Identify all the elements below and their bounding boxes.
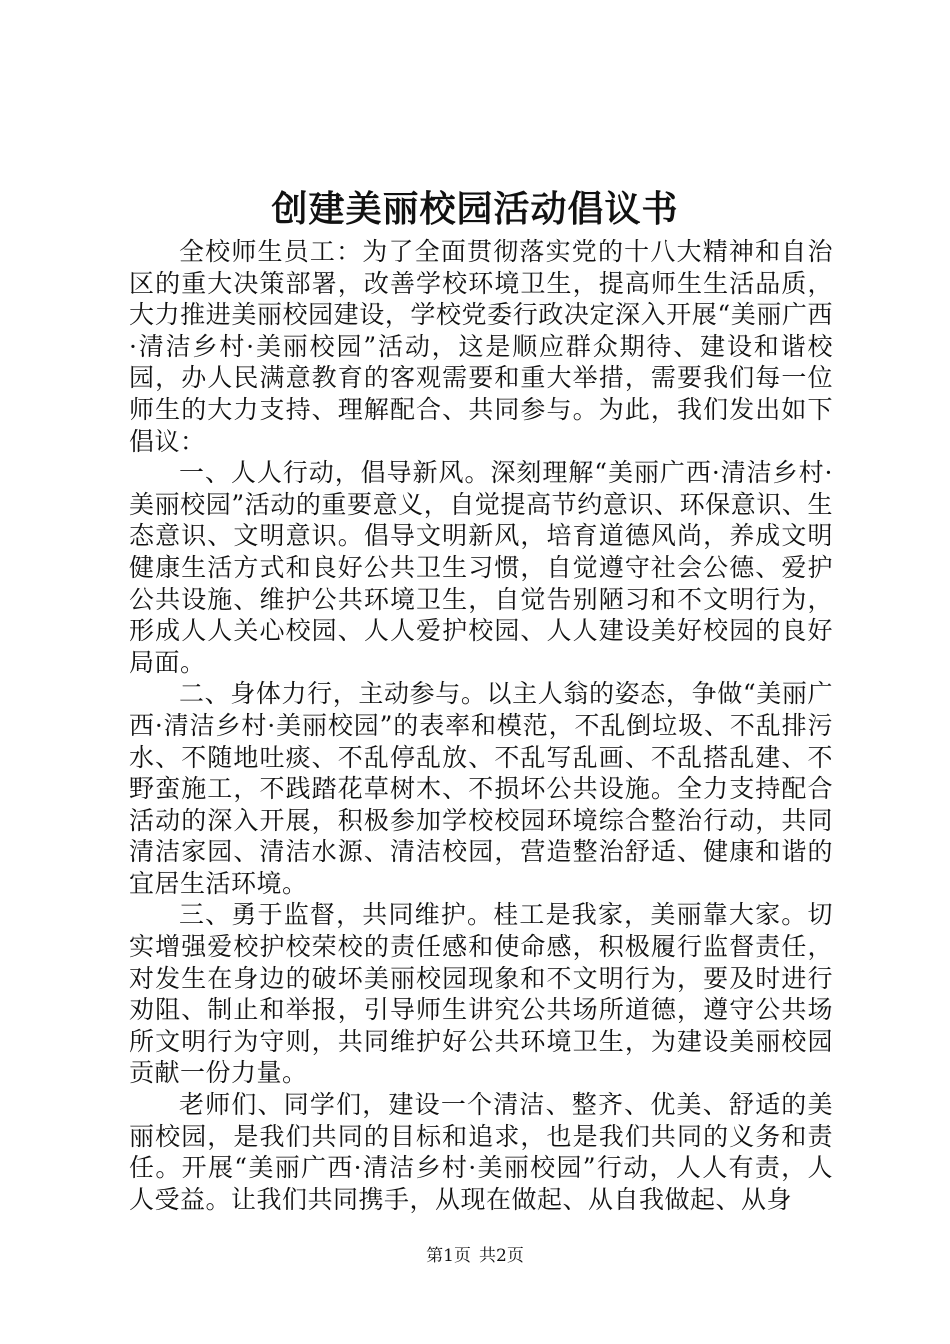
page-total: 共2页 xyxy=(479,1246,524,1266)
paragraph-point-three: 三、勇于监督，共同维护。桂工是我家，美丽靠大家。切实增强爱校护校荣校的责任感和使命感，积极履行监督责任，对发生在身边的破坏美丽校园现象和不文明行为，要及时进行劝阻、制止和举报，引导师生讲究公共场所道德，遵守公共场所文明行为守则，共同维护好公共环境卫生，为建设美丽校园贡献一份力量。 xyxy=(129,900,833,1088)
paragraph-intro: 全校师生员工：为了全面贯彻落实党的十八大精神和自治区的重大决策部署，改善学校环境卫生，提高师生生活品质，大力推进美丽校园建设，学校党委行政决定深入开展“美丽广西·清洁乡村·美丽校园”活动，这是顺应群众期待、建设和谐校园，办人民满意教育的客观需要和重大举措，需要我们每一位师生的大力支持、理解配合、共同参与。为此，我们发出如下倡议： xyxy=(129,237,833,456)
paragraph-closing: 老师们、同学们，建设一个清洁、整齐、优美、舒适的美丽校园，是我们共同的目标和追求，也是我们共同的义务和责任。开展“美丽广西·清洁乡村·美丽校园”行动，人人有责，人人受益。让我们共同携手，从现在做起、从自我做起、从身 xyxy=(129,1090,833,1214)
page-number: 第1页 xyxy=(426,1246,471,1266)
page-footer xyxy=(0,1244,950,1268)
paragraph-point-one: 一、人人行动，倡导新风。深刻理解“美丽广西·清洁乡村·美丽校园”活动的重要意义，自觉提高节约意识、环保意识、生态意识、文明意识。倡导文明新风，培育道德风尚，养成文明健康生活方式和良好公共卫生习惯，自觉遵守社会公德、爱护公共设施、维护公共环境卫生，自觉告别陋习和不文明行为，形成人人关心校园、人人爱护校园、人人建设美好校园的良好局面。 xyxy=(129,458,833,677)
document-body xyxy=(129,236,833,1215)
paragraph-point-two: 二、身体力行，主动参与。以主人翁的姿态，争做“美丽广西·清洁乡村·美丽校园”的表率和模范，不乱倒垃圾、不乱排污水、不随地吐痰、不乱停乱放、不乱写乱画、不乱搭乱建、不野蛮施工，不践踏花草树木、不损坏公共设施。全力支持配合活动的深入开展，积极参加学校校园环境综合整治行动，共同清洁家园、清洁水源、清洁校园，营造整治舒适、健康和谐的宜居生活环境。 xyxy=(129,679,833,898)
document-title: 创建美丽校园活动倡议书 xyxy=(271,188,679,230)
